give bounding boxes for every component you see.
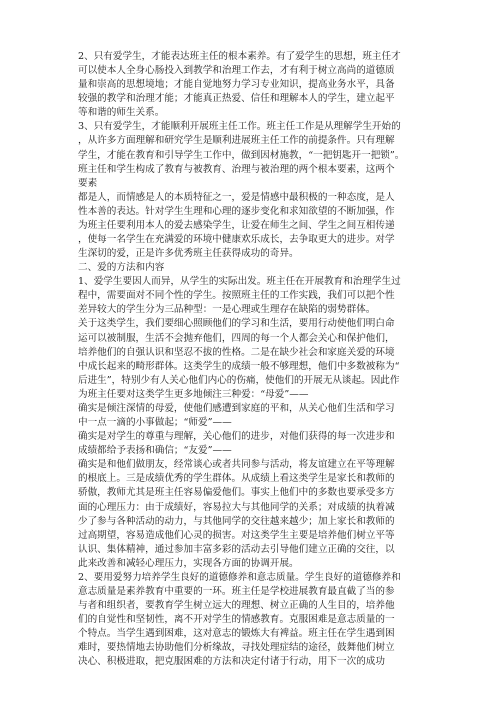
text-line: 后进生”，特别少有人关心他们内心的伤痛，使他们的开展无从谈起。因此作 <box>78 374 400 386</box>
document-page <box>78 50 426 669</box>
text-line: 决心、积极进取，把克服困难的方法和决定付诸于行动，用下一次的成功 <box>78 656 385 668</box>
text-line: ，使每一名学生在充满爱的环境中健康欢乐成长，去争取更大的进步。对学 <box>78 234 395 246</box>
text-line: 确实是和他们做朋友，经常谈心或者共同参与活动，将友谊建立在平等理解 <box>78 459 395 471</box>
text-line: 运可以被制服，生活不会抛弃他们，四周的每一个人都会关心和保护他们， <box>78 332 395 344</box>
text-line: 难时，要热情地去协助他们分析缘故，寻找处理症结的途径，鼓舞他们树立 <box>78 642 395 654</box>
text-line: 过高期望，容易造成他们心灵的损害。对这类学生主要是培养他们树立平等 <box>78 529 395 541</box>
section-heading: 二、爱的方法和内容 <box>78 262 165 274</box>
text-line: 2、要用爱努力培养学生良好的道德修养和意志质量。学生良好的道德修养和 <box>78 571 401 583</box>
text-line: 们的自觉性和坚韧性，离不开对学生的情感教育。克服困难是意志质量的一 <box>78 614 395 626</box>
text-line: 可以使本人全身心肠投入到教学和治理工作去，才有利于树立高尚的道德质 <box>78 65 395 77</box>
text-line: 少了参与各种活动的动力，与其他同学的交往越来越少；加上家长和教师的 <box>78 515 395 527</box>
text-line: 等和谐的师生关系。 <box>78 107 165 119</box>
text-line: 成绩都给予表扬和确信；“友爱”—— <box>78 445 232 457</box>
text-line: 生深切的爱，正是许多优秀班主任获得成功的奇异。 <box>78 248 299 260</box>
text-line: 3、只有爱学生，才能顺利开展班主任工作。班主任工作是从理解学生开始的 <box>78 121 401 133</box>
text-line: 程中，需要面对不同个性的学生。按照班主任的工作实践，我们可以把个性 <box>78 290 395 302</box>
text-line: 中成长起来的畸形群体。这类学生的成绩一般不够理想，他们中多数被称为“ <box>78 360 400 372</box>
text-line: 个特点。当学生遇到困难，这对意志的锻炼大有裨益。班主任在学生遇到困 <box>78 628 395 640</box>
text-line: 确实是对学生的尊重与理解，关心他们的进步，对他们获得的每一次进步和 <box>78 431 395 443</box>
text-line: 面的心理压力：由于成绩好，容易拉大与其他同学的关系；对成绩的执着减 <box>78 501 395 513</box>
text-line: 差异较大的学生分为三品种型：一是心理或生理存在缺陷的弱势群体。 <box>78 304 376 316</box>
text-line: 骄傲，教师尤其是班主任容易偏爱他们。事实上他们中的多数也要承受多方 <box>78 487 395 499</box>
text-line: 为班主任要对这类学生更多地倾注三种爱：“母爱”—— <box>78 388 309 400</box>
text-line: 较强的教学和治理才能；才能真正热爱、信任和理解本人的学生，建立起平 <box>78 93 395 105</box>
text-line: 中一点一滴的小事做起；“师爱”—— <box>78 417 232 429</box>
text-line: 此来改善和减轻心理压力，实现各方面的协调开展。 <box>78 557 299 569</box>
text-line: ，从许多方面理解和研究学生是顺利进展班主任工作的前提条件。只有理解 <box>78 135 395 147</box>
text-line: 为班主任要利用本人的爱去感染学生，让爱在师生之间、学生之间互相传递 <box>78 219 395 231</box>
text-line: 认识、集体精神，通过参加丰富多彩的活动去引导他们建立正确的交往，以 <box>78 543 395 555</box>
text-line: 关于这类学生，我们要细心照顾他们的学习和生活，要用行动使他们明白命 <box>78 318 395 330</box>
text-line: 1、爱学生要因人而异，从学生的实际出发。班主任在开展教育和治理学生过 <box>78 276 401 288</box>
text-line: 与者和组织者，要教育学生树立远大的理想、树立正确的人生目的，培养他 <box>78 600 395 612</box>
text-line: 2、只有爱学生，才能表达班主任的根本素养。有了爱学生的思想，班主任才 <box>78 51 401 62</box>
text-line: 性本善的表达。针对学生生理和心理的逐步变化和求知欲望的不断加强，作 <box>78 205 395 217</box>
text-line: 都是人，而情感是人的本质特征之一，爱是情感中最积极的一种态度，是人 <box>78 191 395 203</box>
text-line: 确实是倾注深情的母爱，使他们感遭到家庭的平和，从关心他们生活和学习 <box>78 402 395 414</box>
text-line: 量和崇高的思想境地；才能自觉地努力学习专业知识，提高业务水平，具备 <box>78 79 395 91</box>
text-line: 的根底上。三是成绩优秀的学生群体。从成绩上看这类学生是家长和教师的 <box>78 473 395 485</box>
text-line: 班主任和学生构成了教育与被教育、治理与被治理的两个根本要素，这两个 <box>78 163 395 175</box>
text-line: 培养他们的自强认识和坚忍不拔的性格。二是在缺少社会和家庭关爱的环境 <box>78 346 395 358</box>
text-line: 学生，才能在教育和引导学生工作中，做到因材施教，“一把钥匙开一把锁”。 <box>78 149 405 161</box>
text-line: 意志质量是素养教育中重要的一环。班主任是学校进展教育最直截了当的参 <box>78 585 395 597</box>
text-line: 要素 <box>78 177 98 189</box>
